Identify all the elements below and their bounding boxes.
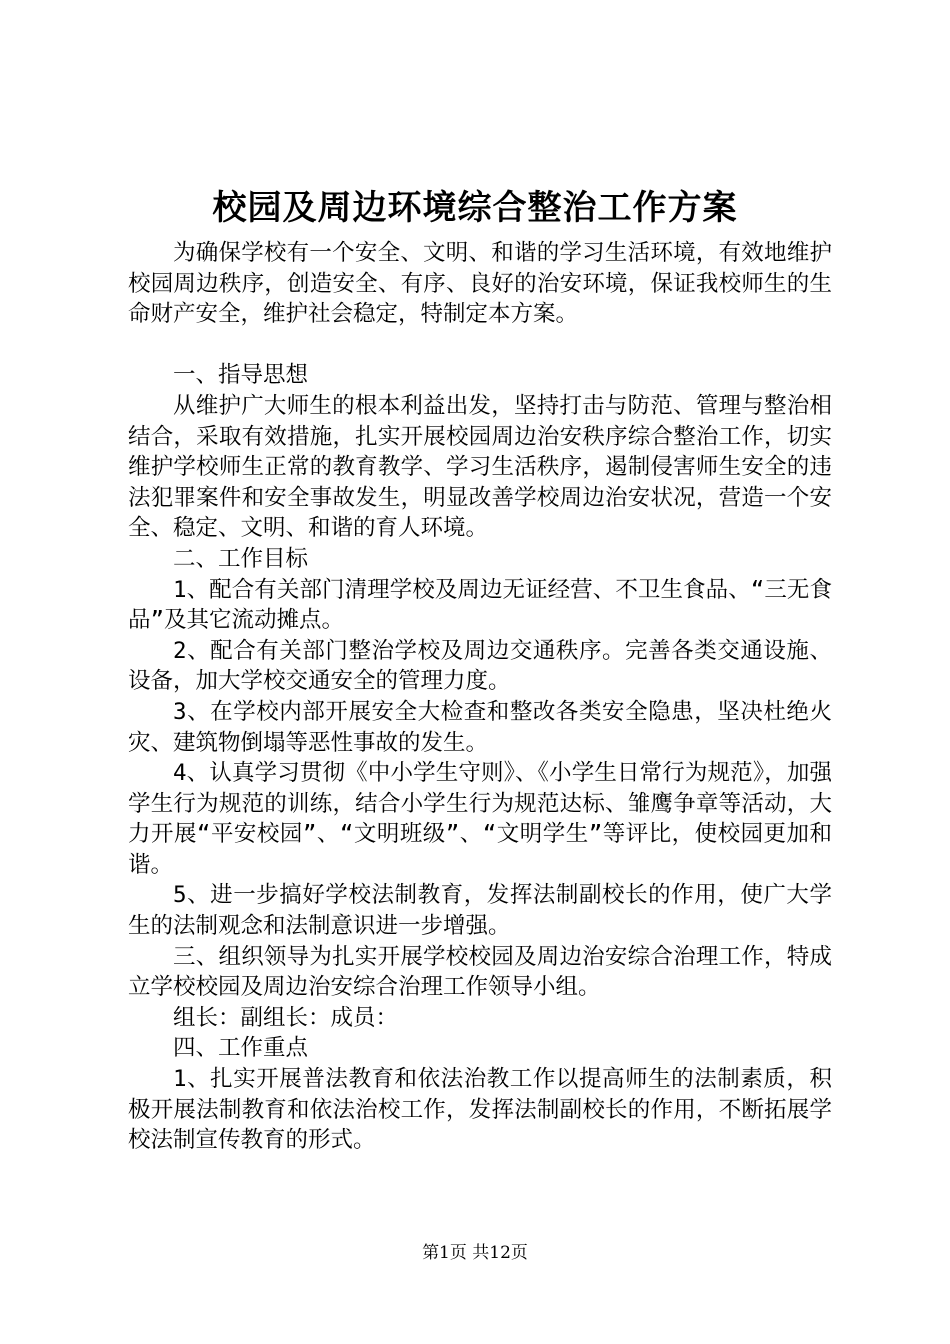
document-title: 校园及周边环境综合整治工作方案 [212, 188, 738, 228]
section-heading-guiding-ideology: 一、指导思想 [173, 362, 309, 389]
focus-item-1: 1、扎实开展普法教育和依法治教工作以提高师生的法制素质，积极开展法制教育和依法治校工作，发挥法制副校长的作用，不断拓展学校法制宣传教育的形式。 [128, 1066, 832, 1154]
page-total: 共12页 [472, 1243, 528, 1263]
section-organization-leadership: 三、组织领导为扎实开展学校校园及周边治安综合治理工作，特成立学校校园及周边治安综合治理工作领导小组。 [128, 943, 832, 1001]
page-number: 第1页 [422, 1243, 467, 1263]
section-heading-work-goals: 二、工作目标 [173, 545, 309, 572]
goal-item-4: 4、认真学习贯彻《中小学生守则》、《小学生日常行为规范》，加强学生行为规范的训练，结合小学生行为规范达标、雏鹰争章等活动，大力开展“平安校园”、“文明班级”、“文明学生”等评比，使校园更加和谐。 [128, 760, 832, 878]
intro-paragraph: 为确保学校有一个安全、文明、和谐的学习生活环境，有效地维护校园周边秩序，创造安全、有序、良好的治安环境，保证我校师生的生命财产安全，维护社会稳定，特制定本方案。 [128, 240, 832, 328]
goal-item-2: 2、配合有关部门整治学校及周边交通秩序。完善各类交通设施、设备，加大学校交通安全的管理力度。 [128, 637, 832, 695]
document-body [128, 238, 832, 1156]
page-footer [0, 1242, 950, 1264]
leadership-roster: 组长：副组长：成员： [173, 1004, 399, 1031]
goal-item-3: 3、在学校内部开展安全大检查和整改各类安全隐患，坚决杜绝火灾、建筑物倒塌等恶性事故的发生。 [128, 698, 832, 756]
paragraph-guiding-ideology: 从维护广大师生的根本利益出发，坚持打击与防范、管理与整治相结合，采取有效措施，扎实开展校园周边治安秩序综合整治工作，切实维护学校师生正常的教育教学、学习生活秩序，遏制侵害师生安全的违法犯罪案件和安全事故发生，明显改善学校周边治安状况，营造一个安全、稳定、文明、和谐的育人环境。 [128, 392, 832, 542]
goal-item-5: 5、进一步搞好学校法制教育，发挥法制副校长的作用，使广大学生的法制观念和法制意识进一步增强。 [128, 882, 832, 940]
section-heading-work-focus: 四、工作重点 [173, 1035, 309, 1062]
goal-item-1: 1、配合有关部门清理学校及周边无证经营、不卫生食品、“三无食品”及其它流动摊点。 [128, 576, 832, 634]
